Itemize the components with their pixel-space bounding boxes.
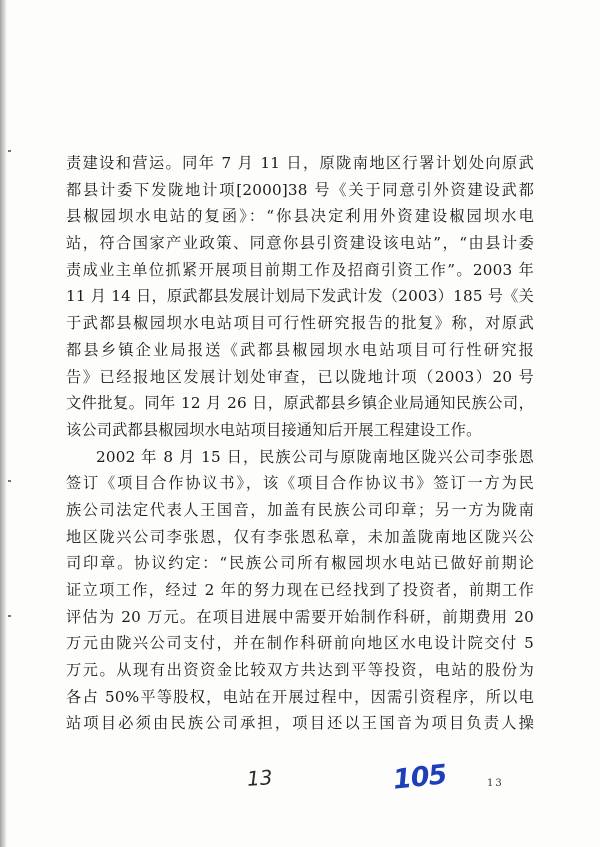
text-line: 责建设和营运。同年 7 月 11 日，原陇南地区行署计划处向原武 — [66, 154, 534, 172]
text-line: 万元由陇兴公司支付，并在制作科研前向地区水电设计院交付 5 — [66, 634, 534, 653]
text-line: 签订《项目合作协议书》，该《项目合作协议书》签订一方为民 — [66, 474, 534, 493]
handwritten-page-number: 13 — [246, 765, 274, 791]
text-line: 司印章。协议约定：“民族公司所有椒园坝水电站已做好前期论 — [66, 554, 534, 573]
body-text — [66, 150, 534, 737]
text-line: 都县计委下发陇地计项[2000]38 号《关于同意引外资建设武都 — [66, 180, 534, 199]
handwritten-folio-number: 105 — [391, 759, 448, 796]
printed-page-number: 13 — [487, 778, 504, 789]
scan-artifact — [8, 480, 11, 482]
text-line: 于武都县椒园坝水电站项目可行性研究报告的批复》称，对原武 — [66, 314, 534, 333]
text-line: 文件批复。同年 12 月 26 日，原武都县乡镇企业局通知民族公司， — [66, 394, 534, 413]
text-line: 站项目必须由民族公司承担，项目还以王国音为项目负责人操 — [66, 714, 534, 733]
paragraph-2 — [66, 444, 534, 738]
scan-artifact — [8, 150, 11, 152]
text-line: 告》已经报地区发展计划处审查，已以陇地计项（2003）20 号 — [66, 367, 534, 386]
text-line: 万元。从现有出资资金比较双方共达到平等投资，电站的股份为 — [66, 661, 534, 680]
text-line: 该公司武都县椒园坝水电站项目接通知后开展工程建设工作。 — [66, 420, 482, 439]
text-line: 县椒园坝水电站的复函》：“你县决定利用外资建设椒园坝水电 — [66, 207, 534, 226]
text-line: 各占 50%平等股权，电站在开展过程中，因需引资程序，所以电 — [66, 687, 534, 706]
text-line: 责成业主单位抓紧开展项目前期工作及招商引资工作”。2003 年 — [66, 260, 534, 279]
text-line: 站，符合国家产业政策、同意你县引资建设该电站”，“由县计委 — [66, 234, 534, 253]
text-line: 都县乡镇企业局报送《武都县椒园坝水电站项目可行性研究报 — [66, 340, 534, 359]
text-line: 2002 年 8 月 15 日，民族公司与原陇南地区陇兴公司李张恩 — [96, 447, 534, 466]
text-line: 证立项工作，经过 2 年的努力现在已经找到了投资者，前期工作 — [66, 581, 534, 599]
scan-artifact — [8, 615, 11, 617]
text-line: 族公司法定代表人王国音，加盖有民族公司印章；另一方为陇南 — [66, 500, 534, 519]
scan-binding-edge — [0, 0, 7, 847]
paragraph-1 — [66, 150, 534, 444]
text-line: 地区陇兴公司李张恩，仅有李张恩私章，未加盖陇南地区陇兴公 — [66, 527, 534, 546]
text-line: 评估为 20 万元。在项目进展中需要开始制作科研，前期费用 20 — [66, 607, 534, 626]
text-line: 11 月 14 日，原武都县发展计划局下发武计发（2003）185 号《关 — [66, 287, 534, 306]
